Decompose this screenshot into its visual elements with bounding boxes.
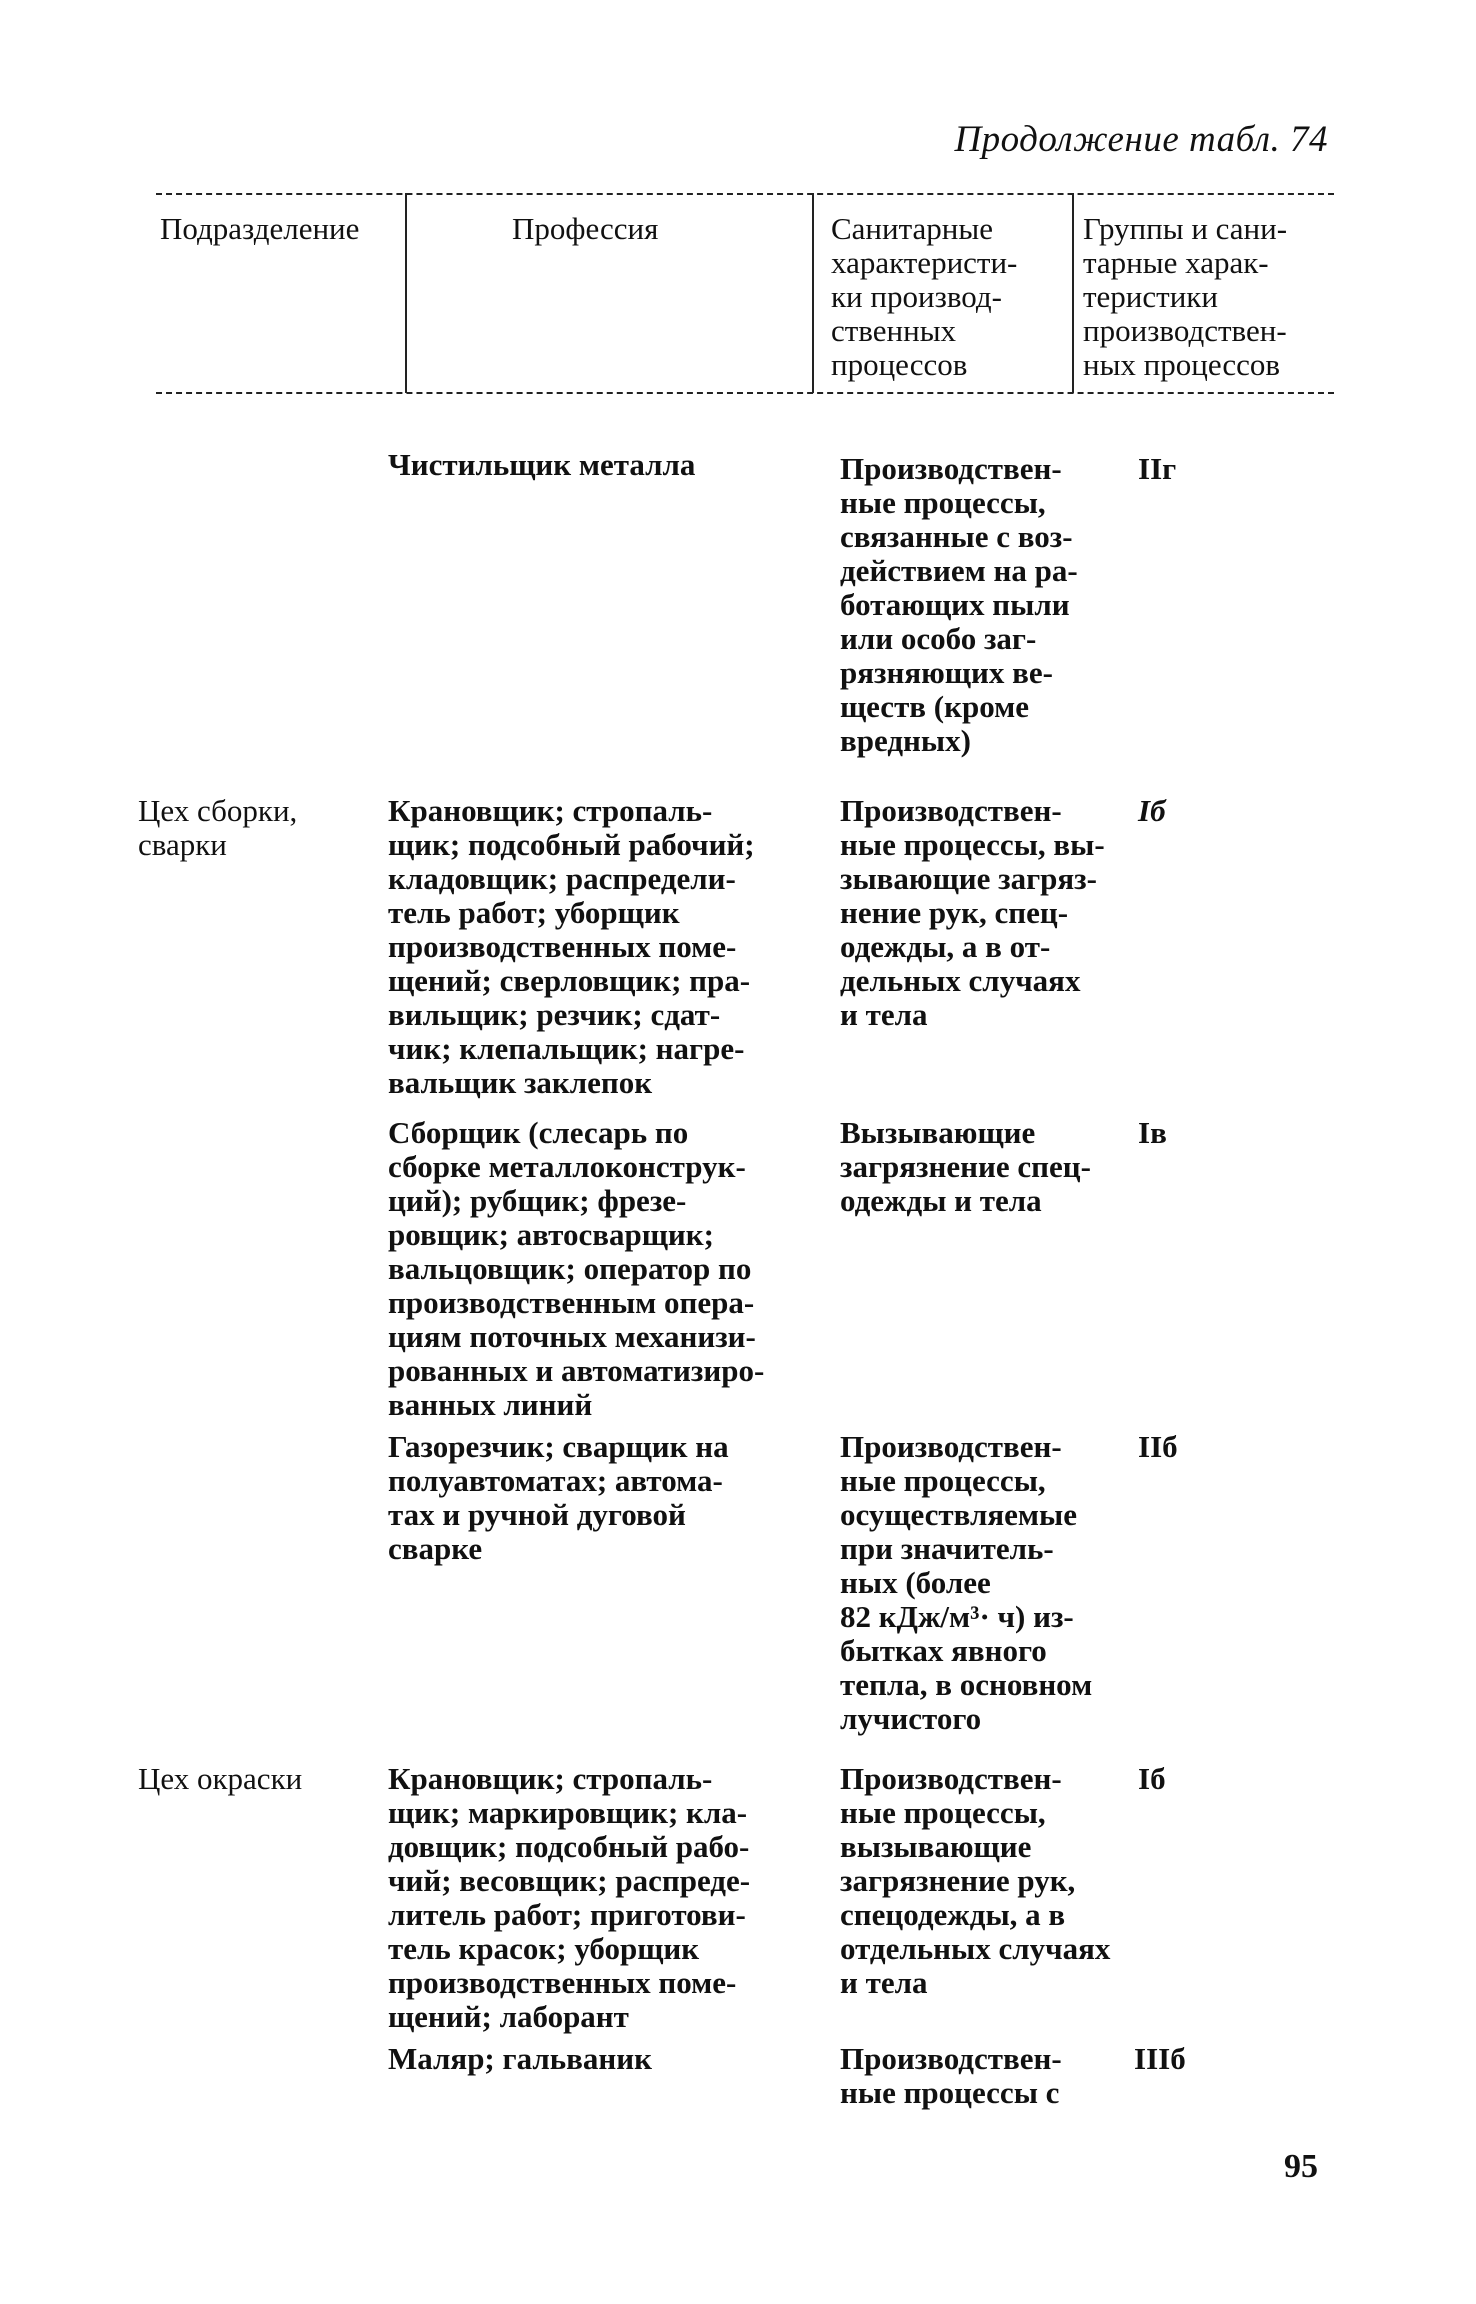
header-line: Санитарные xyxy=(831,211,993,246)
text-line: вильщик; резчик; сдат- xyxy=(388,997,721,1032)
text-line: ций); рубщик; фрезе- xyxy=(388,1183,687,1218)
text-line: щик; подсобный рабочий; xyxy=(388,827,755,862)
table-caption: Продолжение табл. 74 xyxy=(954,119,1328,160)
header-bottom-rule xyxy=(156,392,1334,394)
header-profession: Профессия xyxy=(512,211,659,246)
text-line: Производствен- xyxy=(840,793,1062,828)
header-division: Подразделение xyxy=(160,211,360,246)
text-line: ванных линий xyxy=(388,1387,593,1422)
text-line: ных (более xyxy=(840,1565,991,1600)
text-line: ные процессы, xyxy=(840,485,1046,520)
text-line: полуавтоматах; автома- xyxy=(388,1463,723,1498)
group-cell: IIб xyxy=(1138,1429,1178,1464)
text-line: ные процессы, xyxy=(840,1463,1046,1498)
group-cell: Iв xyxy=(1138,1115,1167,1150)
text-line: 82 кДж/м³· ч) из- xyxy=(840,1599,1074,1634)
characteristic-cell xyxy=(840,794,1105,1032)
text-line: Чистильщик металла xyxy=(388,447,696,482)
header-sanitary xyxy=(831,212,1017,382)
text-line: загрязнение рук, xyxy=(840,1863,1076,1898)
text-line: Сборщик (слесарь по xyxy=(388,1115,689,1150)
text-line: вальщик заклепок xyxy=(388,1065,653,1100)
text-line: тель красок; уборщик xyxy=(388,1931,700,1966)
text-line: сварке xyxy=(388,1531,483,1566)
text-line: дельных случаях xyxy=(840,963,1081,998)
text-line: ные процессы, xyxy=(840,1795,1046,1830)
text-line: Маляр; гальваник xyxy=(388,2041,652,2076)
text-line: ные процессы, вы- xyxy=(840,827,1105,862)
text-line: Крановщик; стропаль- xyxy=(388,793,713,828)
text-line: Производствен- xyxy=(840,1761,1062,1796)
division-cell xyxy=(138,794,297,862)
header-line: Группы и сани- xyxy=(1083,211,1288,246)
profession-cell xyxy=(388,1762,750,2034)
text-line: сборке металлоконструк- xyxy=(388,1149,746,1184)
group-cell: Iб xyxy=(1138,1761,1166,1796)
text-line: литель работ; приготови- xyxy=(388,1897,746,1932)
text-line: при значитель- xyxy=(840,1531,1054,1566)
text-line: ровщик; автосварщик; xyxy=(388,1217,714,1252)
text-line: связанные с воз- xyxy=(840,519,1073,554)
text-line: нение рук, спец- xyxy=(840,895,1069,930)
text-line: вальцовщик; оператор по xyxy=(388,1251,752,1286)
text-line: Цех сборки, xyxy=(138,793,298,828)
characteristic-cell xyxy=(840,2042,1062,2110)
header-line: ственных xyxy=(831,313,957,348)
header-line: теристики xyxy=(1083,279,1218,314)
header-line: производствен- xyxy=(1083,313,1287,348)
profession-cell xyxy=(388,448,695,482)
characteristic-cell xyxy=(840,1762,1110,2000)
header-line: процессов xyxy=(831,347,968,382)
text-line: осуществляемые xyxy=(840,1497,1077,1532)
text-line: щений; лаборант xyxy=(388,1999,629,2034)
text-line: производственных поме- xyxy=(388,1965,737,2000)
text-line: тель работ; уборщик xyxy=(388,895,680,930)
text-line: кладовщик; распредели- xyxy=(388,861,736,896)
text-line: тепла, в основном xyxy=(840,1667,1093,1702)
division-cell xyxy=(138,1762,302,1796)
text-line: ществ (кроме xyxy=(840,689,1029,724)
header-line: тарные харак- xyxy=(1083,245,1269,280)
text-line: или особо заг- xyxy=(840,621,1037,656)
text-line: Крановщик; стропаль- xyxy=(388,1761,713,1796)
header-line: характеристи- xyxy=(831,245,1018,280)
text-line: сварки xyxy=(138,827,227,862)
group-cell: IIIб xyxy=(1134,2041,1186,2076)
text-line: рязняющих ве- xyxy=(840,655,1053,690)
text-line: производственных поме- xyxy=(388,929,737,964)
header-divider xyxy=(405,193,407,393)
text-line: рованных и автоматизиро- xyxy=(388,1353,765,1388)
characteristic-cell xyxy=(840,1116,1091,1218)
text-line: одежды и тела xyxy=(840,1183,1042,1218)
text-line: одежды, а в от- xyxy=(840,929,1051,964)
text-line: вредных) xyxy=(840,723,971,758)
text-line: Цех окраски xyxy=(138,1761,303,1796)
text-line: Вызывающие xyxy=(840,1115,1036,1150)
header-divider xyxy=(812,193,814,393)
group-cell: Iб xyxy=(1138,793,1166,828)
text-line: чик; клепальщик; нагре- xyxy=(388,1031,745,1066)
profession-cell xyxy=(388,1430,729,1566)
text-line: Производствен- xyxy=(840,451,1062,486)
header-line: ки производ- xyxy=(831,279,1002,314)
header-line: ных процессов xyxy=(1083,347,1281,382)
text-line: бытках явного xyxy=(840,1633,1047,1668)
text-line: тах и ручной дуговой xyxy=(388,1497,686,1532)
text-line: чий; весовщик; распреде- xyxy=(388,1863,751,1898)
text-line: довщик; подсобный рабо- xyxy=(388,1829,750,1864)
text-line: действием на ра- xyxy=(840,553,1078,588)
text-line: лучистого xyxy=(840,1701,982,1736)
text-line: спецодежды, а в xyxy=(840,1897,1066,1932)
text-line: щений; сверловщик; пра- xyxy=(388,963,751,998)
text-line: вызывающие xyxy=(840,1829,1032,1864)
characteristic-cell xyxy=(840,1430,1092,1736)
header-top-rule xyxy=(156,193,1334,195)
characteristic-cell xyxy=(840,452,1078,758)
text-line: щик; маркировщик; кла- xyxy=(388,1795,748,1830)
header-groups xyxy=(1083,212,1287,382)
profession-cell xyxy=(388,2042,652,2076)
text-line: ботающих пыли xyxy=(840,587,1070,622)
text-line: производственным опера- xyxy=(388,1285,755,1320)
text-line: циям поточных механизи- xyxy=(388,1319,756,1354)
text-line: загрязнение спец- xyxy=(840,1149,1091,1184)
profession-cell xyxy=(388,794,755,1100)
text-line: Газорезчик; сварщик на xyxy=(388,1429,729,1464)
page-number: 95 xyxy=(1284,2148,1318,2185)
profession-cell xyxy=(388,1116,764,1422)
header-divider xyxy=(1072,193,1074,393)
group-cell: IIг xyxy=(1138,451,1177,486)
text-line: Производствен- xyxy=(840,2041,1062,2076)
text-line: и тела xyxy=(840,997,928,1032)
text-line: ные процессы с xyxy=(840,2075,1060,2110)
text-line: зывающие загряз- xyxy=(840,861,1097,896)
text-line: отдельных случаях xyxy=(840,1931,1111,1966)
text-line: Производствен- xyxy=(840,1429,1062,1464)
text-line: и тела xyxy=(840,1965,928,2000)
